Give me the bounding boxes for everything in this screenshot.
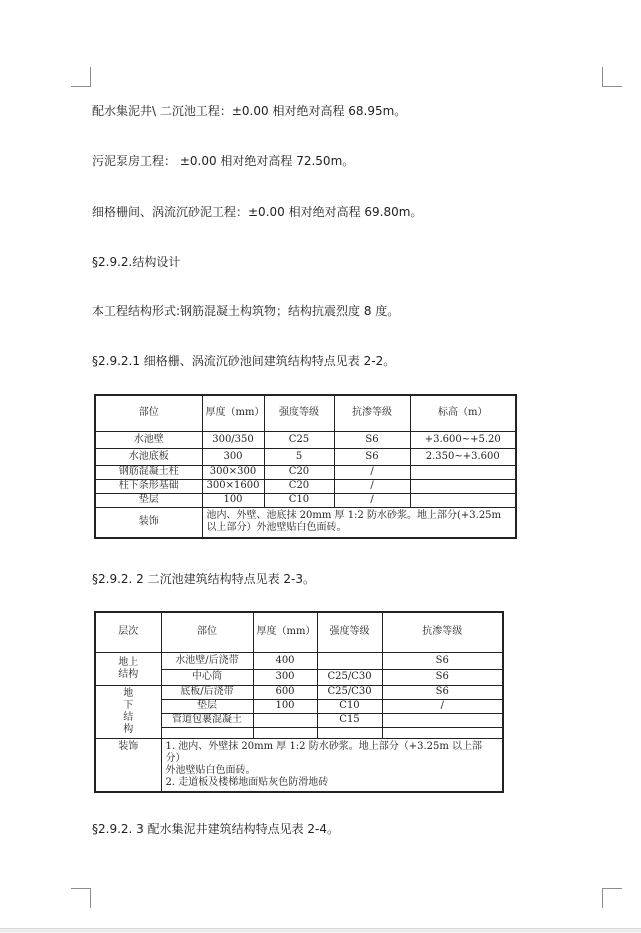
header-cell: 强度等级 (317, 612, 382, 652)
table-cell: 垫层 (161, 699, 253, 713)
table-cell: 5 (264, 448, 334, 465)
table-row (95, 493, 516, 507)
table-cell (317, 727, 382, 738)
table-cell: 300×1600 (202, 479, 264, 493)
table-cell: C25/C30 (317, 669, 382, 685)
table-cell (410, 479, 516, 493)
table-cell (410, 465, 516, 479)
table-cell (253, 727, 317, 738)
table-cell: C25 (264, 431, 334, 448)
table-caption-2-2: §2.9.2.1 细格栅、涡流沉砂池间建筑结构特点见表 2-2。 (92, 354, 396, 368)
header-cell: 部位 (95, 395, 202, 431)
table-cell: S6 (382, 669, 503, 685)
table-2-3 (94, 611, 504, 793)
table-cell: +3.600~+5.20 (410, 431, 516, 448)
decoration-label: 装饰 (95, 738, 161, 792)
table-cell: / (334, 479, 410, 493)
table-cell: C20 (264, 465, 334, 479)
table-header-row (95, 395, 516, 431)
table-cell: S6 (334, 448, 410, 465)
header-cell: 厚度（mm） (202, 395, 264, 431)
table-cell: 底板/后浇带 (161, 685, 253, 699)
table-cell: / (334, 465, 410, 479)
table-cell: 垫层 (95, 493, 202, 507)
decoration-text: 池内、外壁、池底抹 20mm 厚 1:2 防水砂浆。地上部分(+3.25m 以上部分）外池壁贴白色面砖。 (202, 507, 516, 538)
header-cell: 抗渗等级 (382, 612, 503, 652)
table-row (95, 479, 516, 493)
decoration-text (161, 738, 503, 792)
section-heading-structure-design: §2.9.2.结构设计 (92, 255, 181, 269)
header-cell: 层次 (95, 612, 161, 652)
table-header-row (95, 612, 503, 652)
table-cell: 100 (253, 699, 317, 713)
decoration-item: 1. 池内、外壁抹 20mm 厚 1:2 防水砂浆。地上部分（+3.25m 以上部分） 外池壁贴白色面砖。 (165, 740, 483, 776)
table-cell: C25/C30 (317, 685, 382, 699)
elevation-line-distribution-well: 配水集泥井\ 二沉池工程：±0.00 相对绝对高程 68.95m。 (92, 104, 407, 118)
table-cell: C20 (264, 479, 334, 493)
table-cell: 管道包裹混凝土 (161, 713, 253, 727)
table-row (95, 465, 516, 479)
decoration-label: 装饰 (95, 507, 202, 538)
elevation-line-sludge-pump: 污泥泵房工程： ±0.00 相对绝对高程 72.50m。 (92, 154, 355, 168)
table-row (95, 448, 516, 465)
table-cell (253, 713, 317, 727)
table-cell (410, 493, 516, 507)
table-cell (382, 713, 503, 727)
table-cell: / (334, 493, 410, 507)
table-row-decoration (95, 738, 503, 792)
table-cell: S6 (334, 431, 410, 448)
table-cell: S6 (382, 685, 503, 699)
table-cell: 300 (202, 448, 264, 465)
table-cell (161, 727, 253, 738)
table-cell: 400 (253, 652, 317, 669)
layer-label-below-ground: 地 下 结 构 (95, 685, 161, 738)
table-cell: 水池壁/后浇带 (161, 652, 253, 669)
table-cell: 600 (253, 685, 317, 699)
table-row-decoration (95, 507, 516, 538)
table-cell: 中心筒 (161, 669, 253, 685)
decoration-item: 2. 走道板及楼梯地面贴灰色防滑地砖 (165, 776, 329, 788)
header-cell: 标高（m） (410, 395, 516, 431)
table-cell: 钢筋混凝土柱 (95, 465, 202, 479)
table-cell: C10 (264, 493, 334, 507)
table-cell: S6 (382, 652, 503, 669)
layer-label-above-ground: 地上 结构 (95, 652, 161, 685)
header-cell: 抗渗等级 (334, 395, 410, 431)
table-cell: 300×300 (202, 465, 264, 479)
table-cell: 100 (202, 493, 264, 507)
header-cell: 部位 (161, 612, 253, 652)
table-cell (317, 652, 382, 669)
table-row (95, 685, 503, 699)
page-bottom-edge (0, 928, 641, 933)
table-cell: 水池壁 (95, 431, 202, 448)
structure-form-line: 本工程结构形式:钢筋混凝土构筑物；结构抗震烈度 8 度。 (92, 304, 400, 318)
elevation-line-fine-screen: 细格栅间、涡流沉砂泥工程：±0.00 相对绝对高程 69.80m。 (92, 205, 423, 219)
table-cell: 300 (253, 669, 317, 685)
header-cell: 厚度（mm） (253, 612, 317, 652)
table-cell: 柱下条形基础 (95, 479, 202, 493)
table-cell (382, 727, 503, 738)
table-cell: C10 (317, 699, 382, 713)
table-caption-2-4: §2.9.2. 3 配水集泥井建筑结构特点见表 2-4。 (92, 822, 340, 836)
table-2-2 (94, 394, 517, 539)
table-cell: C15 (317, 713, 382, 727)
header-cell: 强度等级 (264, 395, 334, 431)
table-cell: 300/350 (202, 431, 264, 448)
table-cell: 水池底板 (95, 448, 202, 465)
table-row (95, 431, 516, 448)
table-cell: / (382, 699, 503, 713)
table-row (95, 652, 503, 669)
table-cell: 2.350~+3.600 (410, 448, 516, 465)
table-caption-2-3: §2.9.2. 2 二沉池建筑结构特点见表 2-3。 (92, 572, 316, 586)
